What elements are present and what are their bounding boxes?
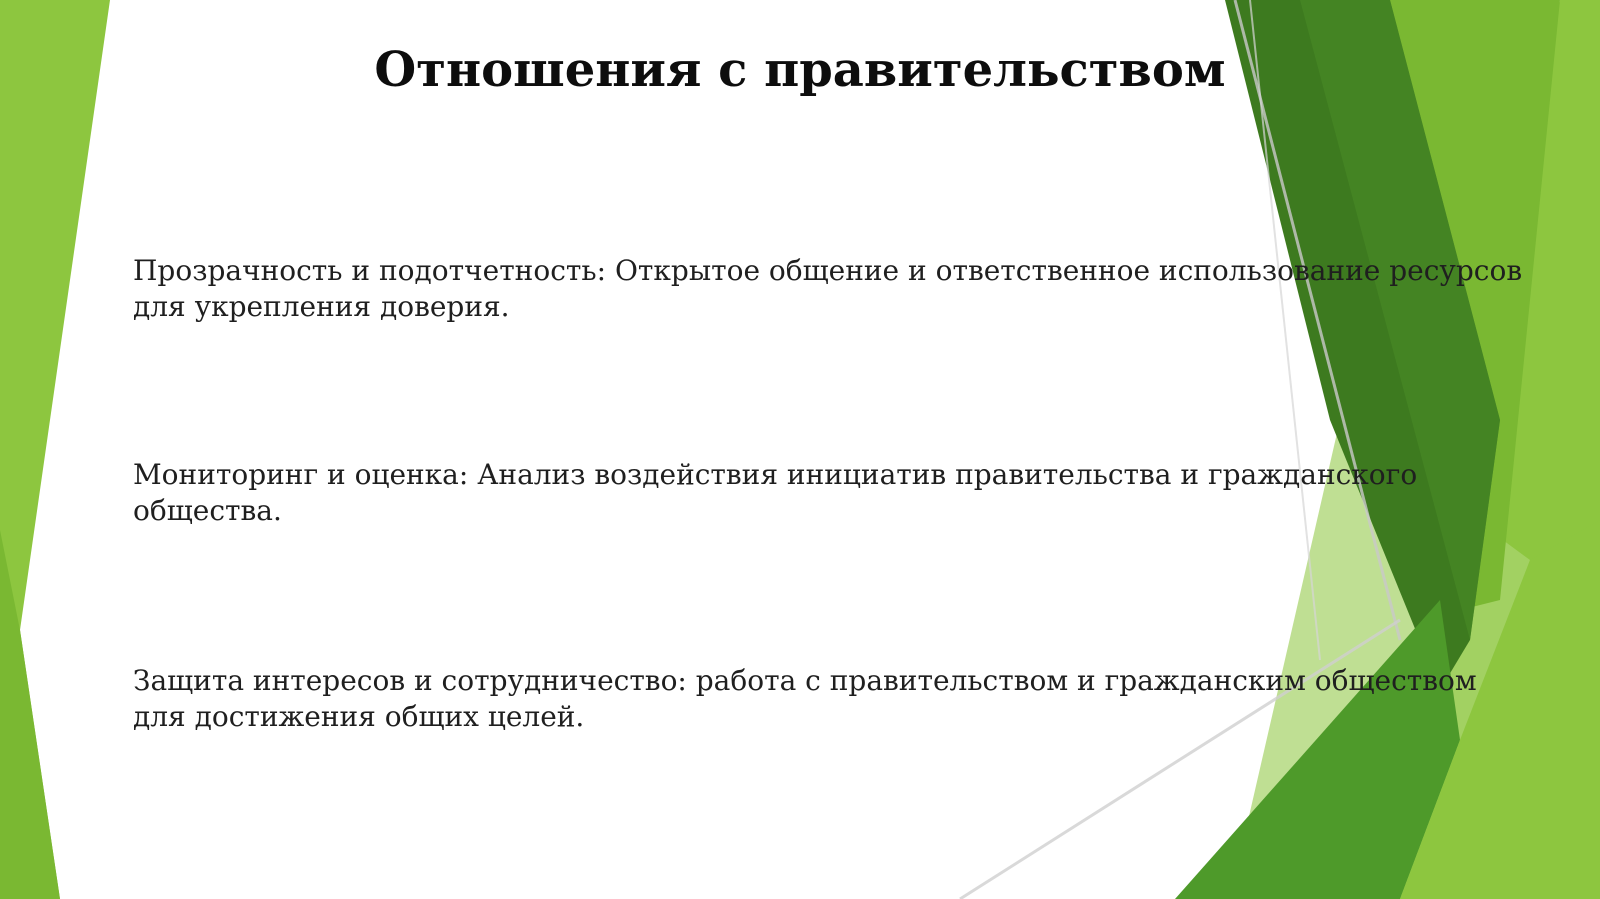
left-green-band-shade bbox=[0, 530, 60, 899]
bullet-transparency: Прозрачность и подотчетность: Открытое общение и ответственное использование ресурсов для укрепления доверия. bbox=[133, 254, 1523, 323]
bullet-monitoring: Мониторинг и оценка: Анализ воздействия инициатив правительства и гражданского общества. bbox=[133, 458, 1418, 527]
slide-title: Отношения с правительством bbox=[374, 42, 1226, 98]
bullet-advocacy: Защита интересов и сотрудничество: работа с правительством и гражданским обществом для достижения общих целей. bbox=[133, 664, 1477, 733]
